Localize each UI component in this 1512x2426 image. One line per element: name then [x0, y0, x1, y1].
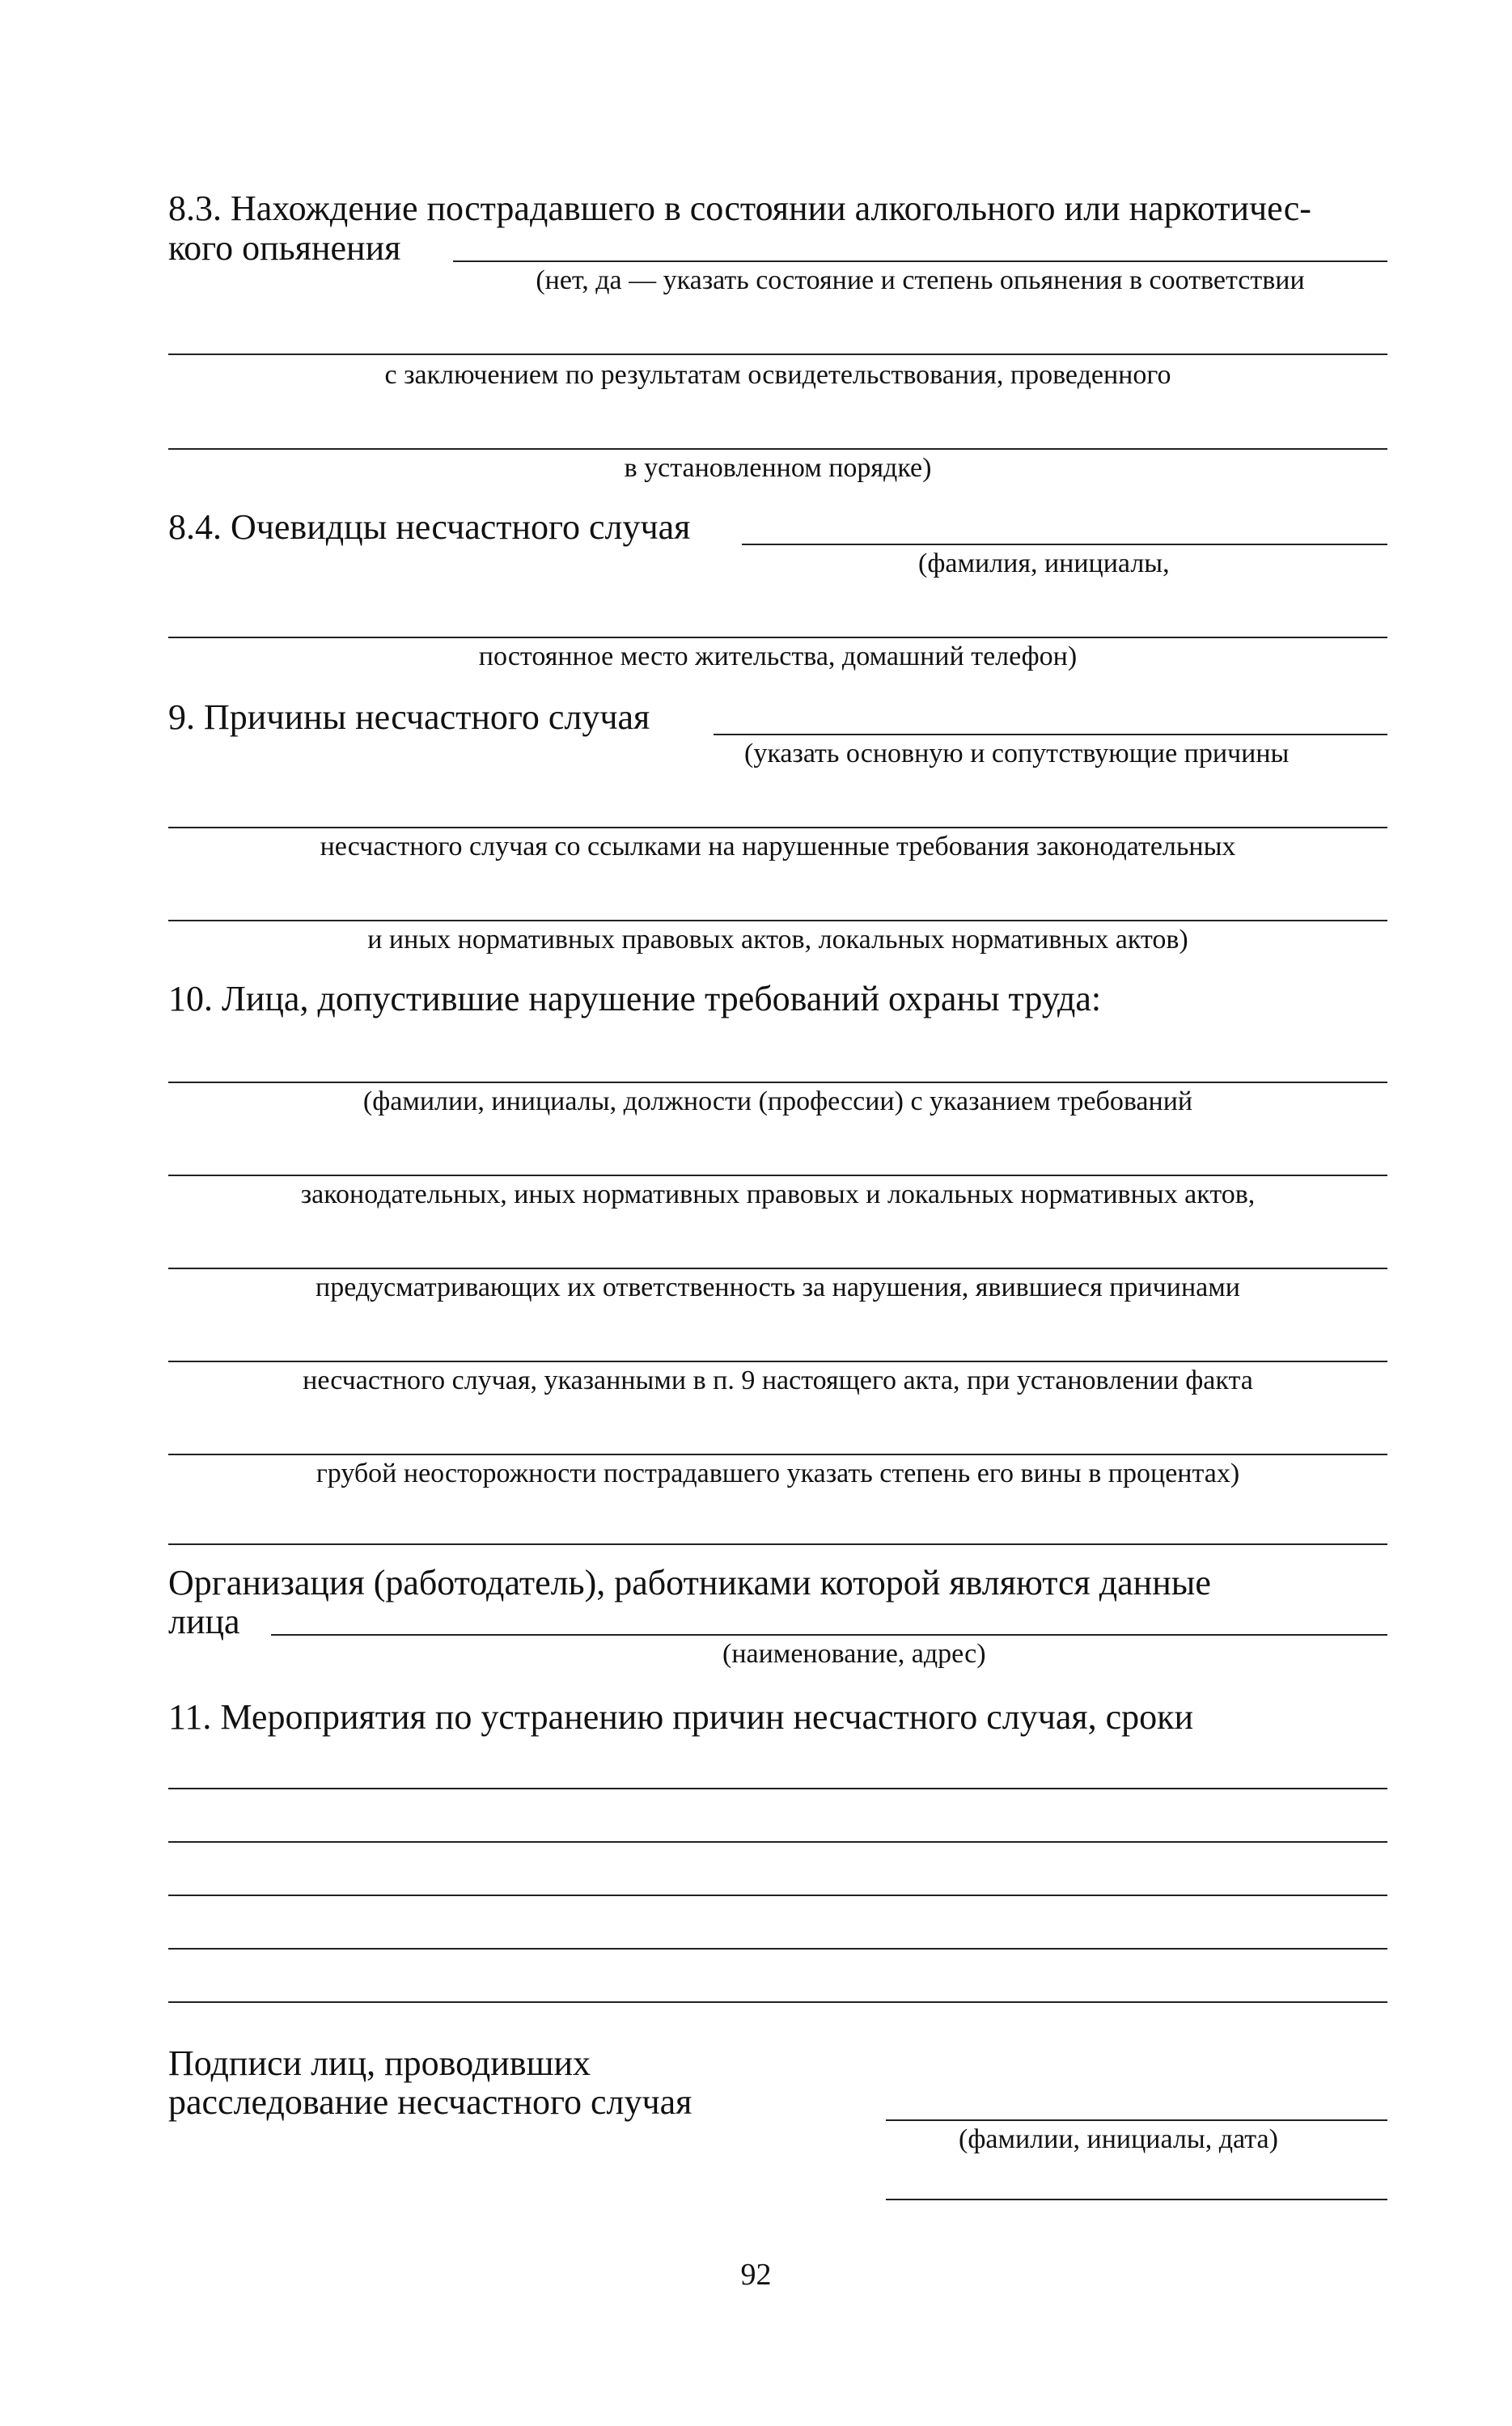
- section-8-4-hint1: (фамилия, инициалы,: [918, 548, 1170, 578]
- measures-field-line-5[interactable]: [168, 2001, 1387, 2003]
- measures-field-line-4[interactable]: [168, 1948, 1387, 1950]
- violators-field-line-5[interactable]: [168, 1454, 1387, 1455]
- section-8-3-hint1: (нет, да — указать состояние и степень опьянения в соответствии: [536, 265, 1305, 295]
- section-9-label: 9. Причины несчастного случая: [168, 697, 650, 737]
- section-10-hint3: предусматривающих их ответственность за нарушения, явившиеся причинами: [316, 1272, 1240, 1302]
- section-8-3-hint2: с заключением по результатам освидетельствования, проведенного: [384, 360, 1171, 390]
- organization-line1: Организация (работодатель), работниками которой являются данные: [168, 1563, 1211, 1603]
- section-9-hint2: несчастного случая со ссылками на нарушенные требования законодательных: [320, 832, 1236, 862]
- section-10-hint4: несчастного случая, указанными в п. 9 настоящего акта, при установлении факта: [303, 1365, 1253, 1395]
- section-8-3-line1: 8.3. Нахождение пострадавшего в состоянии алкогольного или наркотичес-: [168, 188, 1311, 228]
- causes-field-line-2[interactable]: [168, 827, 1387, 828]
- measures-field-line-3[interactable]: [168, 1895, 1387, 1896]
- section-10-hint2: законодательных, иных нормативных правовых и локальных нормативных актов,: [300, 1179, 1256, 1209]
- signatures-hint: (фамилии, инициалы, дата): [959, 2124, 1278, 2154]
- section-10-label: 10. Лица, допустившие нарушение требований охраны труда:: [168, 979, 1102, 1018]
- section-8-4-label: 8.4. Очевидцы несчастного случая: [168, 507, 691, 547]
- organization-line2: лица: [168, 1602, 240, 1641]
- section-9-hint3: и иных нормативных правовых актов, локальных нормативных актов): [367, 925, 1188, 955]
- causes-field-line[interactable]: [714, 734, 1387, 735]
- organization-hint: (наименование, адрес): [722, 1639, 986, 1669]
- signature-field-line-2[interactable]: [886, 2199, 1387, 2200]
- violators-field-line-3[interactable]: [168, 1268, 1387, 1269]
- causes-field-line-3[interactable]: [168, 920, 1387, 921]
- violators-field-line-1[interactable]: [168, 1082, 1387, 1083]
- witnesses-field-line-2[interactable]: [168, 637, 1387, 638]
- measures-field-line-2[interactable]: [168, 1841, 1387, 1843]
- section-8-4-hint2: постоянное место жительства, домашний телефон): [478, 641, 1078, 671]
- section-10-hint1: (фамилии, инициалы, должности (профессии) с указанием требований: [362, 1086, 1193, 1116]
- section-11-label: 11. Мероприятия по устранению причин несчастного случая, сроки: [168, 1697, 1194, 1737]
- violators-field-line-4[interactable]: [168, 1361, 1387, 1362]
- section-8-3-hint3: в установленном порядке): [624, 453, 932, 483]
- intoxication-field-line-2[interactable]: [168, 354, 1387, 355]
- intoxication-field-line-3[interactable]: [168, 448, 1387, 450]
- section-9-hint1: (указать основную и сопутствующие причины: [744, 739, 1290, 768]
- section-8-3-line2: кого опьянения: [168, 228, 401, 268]
- violators-field-line-2[interactable]: [168, 1175, 1387, 1176]
- violators-field-line-6[interactable]: [168, 1543, 1387, 1545]
- witnesses-field-line[interactable]: [742, 544, 1387, 545]
- signatures-line1: Подписи лиц, проводивших: [168, 2043, 591, 2083]
- section-10-hint5: грубой неосторожности пострадавшего указать степень его вины в процентах): [316, 1459, 1240, 1488]
- signature-field-line-1[interactable]: [886, 2119, 1387, 2121]
- measures-field-line-1[interactable]: [168, 1788, 1387, 1789]
- organization-field-line[interactable]: [271, 1634, 1387, 1636]
- signatures-line2: расследование несчастного случая: [168, 2082, 692, 2122]
- page-number: 92: [740, 2258, 772, 2292]
- intoxication-field-line[interactable]: [453, 260, 1387, 262]
